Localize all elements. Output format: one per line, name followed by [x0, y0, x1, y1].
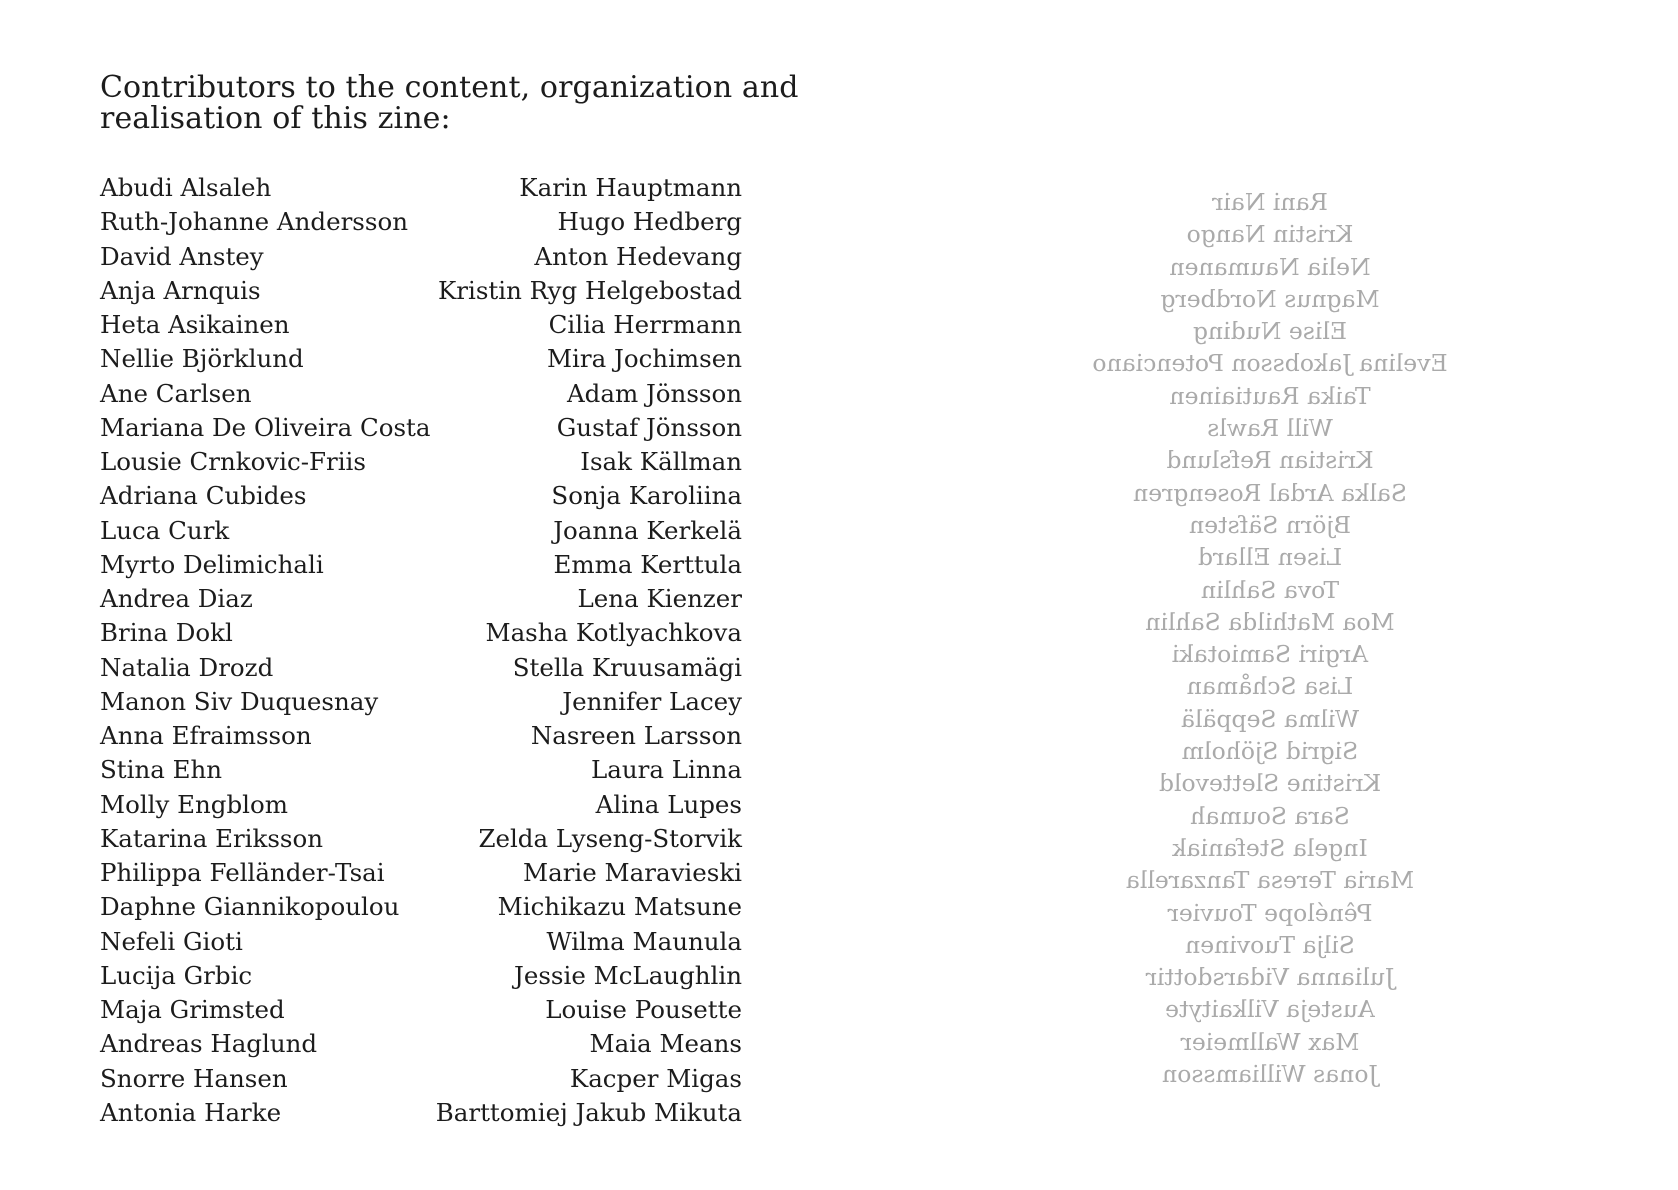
contributor-name: Adam Jönsson: [566, 378, 742, 408]
contributor-name: Emma Kerttula: [553, 549, 742, 579]
contributor-name: Maia Means: [589, 1029, 742, 1059]
contributor-name: Ruth-Johanne Andersson: [100, 207, 408, 237]
contributor-name: Antonia Harke: [100, 1097, 282, 1127]
title-line-2: realisation of this zine:: [100, 101, 451, 136]
contributor-name: Pênélope Touvier: [1167, 898, 1373, 927]
contributor-name: Julianna Vidarsdottir: [1145, 963, 1395, 992]
contributor-name: Laura Linna: [590, 755, 742, 785]
contributor-name: Louise Pousette: [545, 995, 742, 1024]
contributor-name: Masha Kotlyachkova: [485, 618, 742, 648]
contributor-name: Jessie McLaughlin: [514, 960, 742, 990]
contributor-name: Luca Curk: [100, 515, 230, 545]
contributor-name: Silja Tuovinen: [1185, 930, 1355, 959]
contributor-name: Jonas Williamsson: [1162, 1060, 1378, 1089]
contributor-name: Nasreen Larsson: [530, 721, 742, 750]
contributor-name: Taika Rautiainen: [1169, 381, 1371, 410]
contributor-name: Nefeli Gioti: [100, 926, 243, 956]
contributor-name: Abudi Alsaleh: [100, 173, 272, 202]
contributor-name: Sara Soumah: [1190, 801, 1350, 830]
contributor-name: Brina Dokl: [100, 618, 233, 648]
contributor-name: Hugo Hedberg: [557, 207, 742, 237]
contributor-name: Evelina Jakobsson Potenciano: [1092, 349, 1448, 378]
contributor-name: Andreas Haglund: [100, 1029, 318, 1059]
contributor-name: Magnus Nordberg: [1160, 284, 1380, 313]
contributor-name: Ane Carlsen: [100, 378, 252, 408]
contributors-column-middle: [420, 171, 742, 1130]
contributor-name: Moa Mathilda Sahlin: [1145, 607, 1395, 636]
contributor-name: Zelda Lyseng-Storvik: [478, 823, 742, 853]
contributor-name: Philippa Felländer-Tsai: [100, 858, 385, 887]
contributor-name: Nelia Naumanen: [1169, 252, 1371, 281]
contributor-name: Mariana De Oliveira Costa: [100, 412, 431, 442]
contributor-name: Molly Engblom: [100, 789, 288, 819]
contributor-name: Anja Arnquis: [100, 275, 261, 305]
contributor-name: Cilia Herrmann: [548, 310, 742, 339]
contributor-name: Max Wallmeier: [1180, 1027, 1360, 1056]
contributor-name: Isak Källman: [580, 447, 742, 476]
contributor-name: Mira Jochimsen: [546, 344, 742, 374]
contributor-name: Kristin Nango: [1186, 220, 1354, 249]
contributor-name: Natalia Drozd: [100, 652, 274, 682]
contributor-name: Wilma Seppälä: [1180, 704, 1360, 733]
contributor-name: Lisen Ellard: [1197, 543, 1343, 572]
title-line-1: Contributors to the content, organization and: [100, 70, 799, 105]
contributor-name: Jennifer Lacey: [562, 686, 742, 716]
contributor-name: Michikazu Matsune: [497, 892, 742, 922]
contributor-name: Joanna Kerkelä: [553, 515, 742, 545]
contributor-name: David Anstey: [100, 241, 264, 271]
contributor-name: Austeja Vilkaityte: [1165, 995, 1375, 1024]
contributor-name: Kristian Refslund: [1166, 446, 1374, 475]
contributor-name: Alina Lupes: [595, 789, 742, 819]
contributor-name: Elise Nuding: [1192, 317, 1348, 346]
contributor-name: Kristin Ryg Helgebostad: [437, 275, 742, 305]
contributor-name: Lucija Grbic: [100, 960, 253, 990]
contributor-name: Will Rawls: [1207, 414, 1333, 443]
contributor-name: Lisa Schåman: [1186, 672, 1354, 701]
contributor-name: Karin Hauptmann: [519, 173, 742, 202]
contributor-name: Lousie Crnkovic-Friis: [100, 447, 366, 476]
contributor-name: Adriana Cubides: [100, 481, 307, 511]
contributor-name: Andrea Diaz: [100, 584, 253, 613]
contributor-name: Nellie Björklund: [100, 344, 304, 374]
page-title: [100, 72, 800, 134]
contributor-name: Maja Grimsted: [100, 995, 285, 1024]
contributor-name: Rani Nair: [1212, 188, 1328, 216]
contributor-name: Ingela Stefaniak: [1172, 833, 1368, 862]
contributor-name: Stina Ehn: [100, 755, 223, 785]
contributor-name: Anna Efraimsson: [100, 721, 312, 750]
contributor-name: Tova Sahlin: [1200, 575, 1340, 604]
contributor-name: Heta Asikainen: [100, 310, 290, 339]
contributor-name: Kristine Slettevold: [1158, 769, 1382, 798]
contributor-name: Björn Säfsten: [1189, 510, 1351, 539]
contributor-name: Gustaf Jönsson: [556, 412, 742, 442]
contributor-name: Daphne Giannikopoulou: [100, 892, 400, 922]
contributor-name: Barttomiej Jakub Mikuta: [435, 1097, 742, 1127]
contributor-name: Wilma Maunula: [546, 926, 742, 956]
contributors-column-mirrored: [1030, 186, 1510, 1090]
contributor-name: Anton Hedevang: [534, 241, 742, 271]
contributor-name: Kacper Migas: [569, 1063, 742, 1093]
contributor-name: Argiri Samiotaki: [1171, 640, 1369, 669]
contributor-name: Myrto Delimichali: [100, 549, 324, 579]
contributor-name: Sigrid Sjöholm: [1181, 737, 1359, 766]
contributor-name: Manon Siv Duquesnay: [100, 686, 379, 716]
contributor-name: Snorre Hansen: [100, 1063, 288, 1093]
contributor-name: Lena Kienzer: [577, 584, 742, 613]
contributor-name: Salka Ardal Rosengren: [1133, 478, 1407, 507]
contributor-name: Katarina Eriksson: [100, 823, 324, 853]
contributor-name: Sonja Karoliina: [551, 481, 742, 511]
contributor-name: Maria Teresa Tanzarella: [1125, 866, 1415, 895]
contributor-name: Marie Maravieski: [523, 858, 742, 887]
contributor-name: Stella Kruusamägi: [512, 652, 742, 682]
